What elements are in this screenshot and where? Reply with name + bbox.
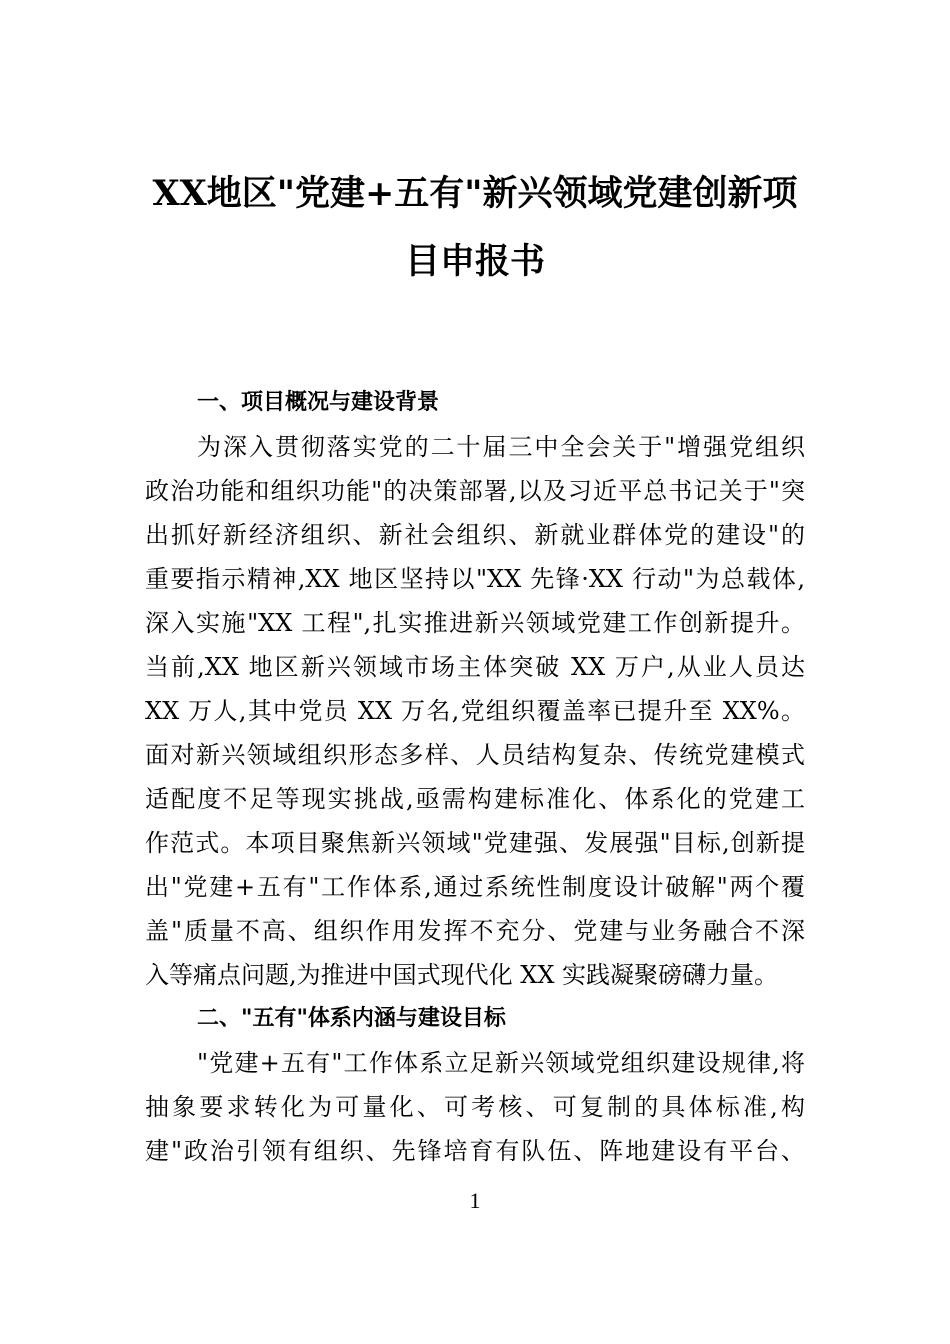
paragraph-line: 入等痛点问题,为推进中国式现代化 XX 实践凝聚磅礴力量。 — [145, 961, 779, 989]
paragraph-line: 适配度不足等现实挑战,亟需构建标准化、体系化的党建工 — [145, 785, 805, 813]
paragraph-line: 出抓好新经济组织、新社会组织、新就业群体党的建设"的 — [145, 521, 805, 549]
section-heading: 一、项目概况与建设背景 — [197, 390, 440, 415]
paragraph-line: 当前,XX 地区新兴领域市场主体突破 XX 万户,从业人员达 — [145, 653, 805, 681]
document-body — [145, 381, 805, 1173]
title-line-2: 目申报书 — [404, 241, 545, 282]
paragraph-line: "党建+五有"工作体系立足新兴领域党组织建设规律,将 — [197, 1049, 805, 1077]
paragraph-line: 为深入贯彻落实党的二十届三中全会关于"增强党组织 — [197, 433, 805, 461]
paragraph-line: 面对新兴领域组织形态多样、人员结构复杂、传统党建模式 — [145, 741, 805, 769]
paragraph-line: XX 万人,其中党员 XX 万名,党组织覆盖率已提升至 XX%。 — [145, 697, 805, 725]
paragraph-line: 重要指示精神,XX 地区坚持以"XX 先锋·XX 行动"为总载体, — [145, 565, 805, 593]
paragraph-line: 深入实施"XX 工程",扎实推进新兴领域党建工作创新提升。 — [145, 609, 805, 637]
paragraph-line: 盖"质量不高、组织作用发挥不充分、党建与业务融合不深 — [145, 917, 805, 945]
section-heading: 二、"五有"体系内涵与建设目标 — [197, 1006, 506, 1031]
paragraph-line: 政治功能和组织功能"的决策部署,以及习近平总书记关于"突 — [145, 477, 805, 505]
title-line-1: XX地区"党建+五有"新兴领域党建创新项 — [152, 173, 798, 214]
document-title — [0, 160, 950, 296]
paragraph-line: 出"党建+五有"工作体系,通过系统性制度设计破解"两个覆 — [145, 873, 805, 901]
paragraph-line: 建"政治引领有组织、先锋培育有队伍、阵地建设有平台、 — [145, 1137, 805, 1165]
paragraph-line: 抽象要求转化为可量化、可考核、可复制的具体标准,构 — [145, 1093, 805, 1121]
paragraph-line: 作范式。本项目聚焦新兴领域"党建强、发展强"目标,创新提 — [145, 829, 805, 857]
page-number: 1 — [469, 1188, 481, 1213]
